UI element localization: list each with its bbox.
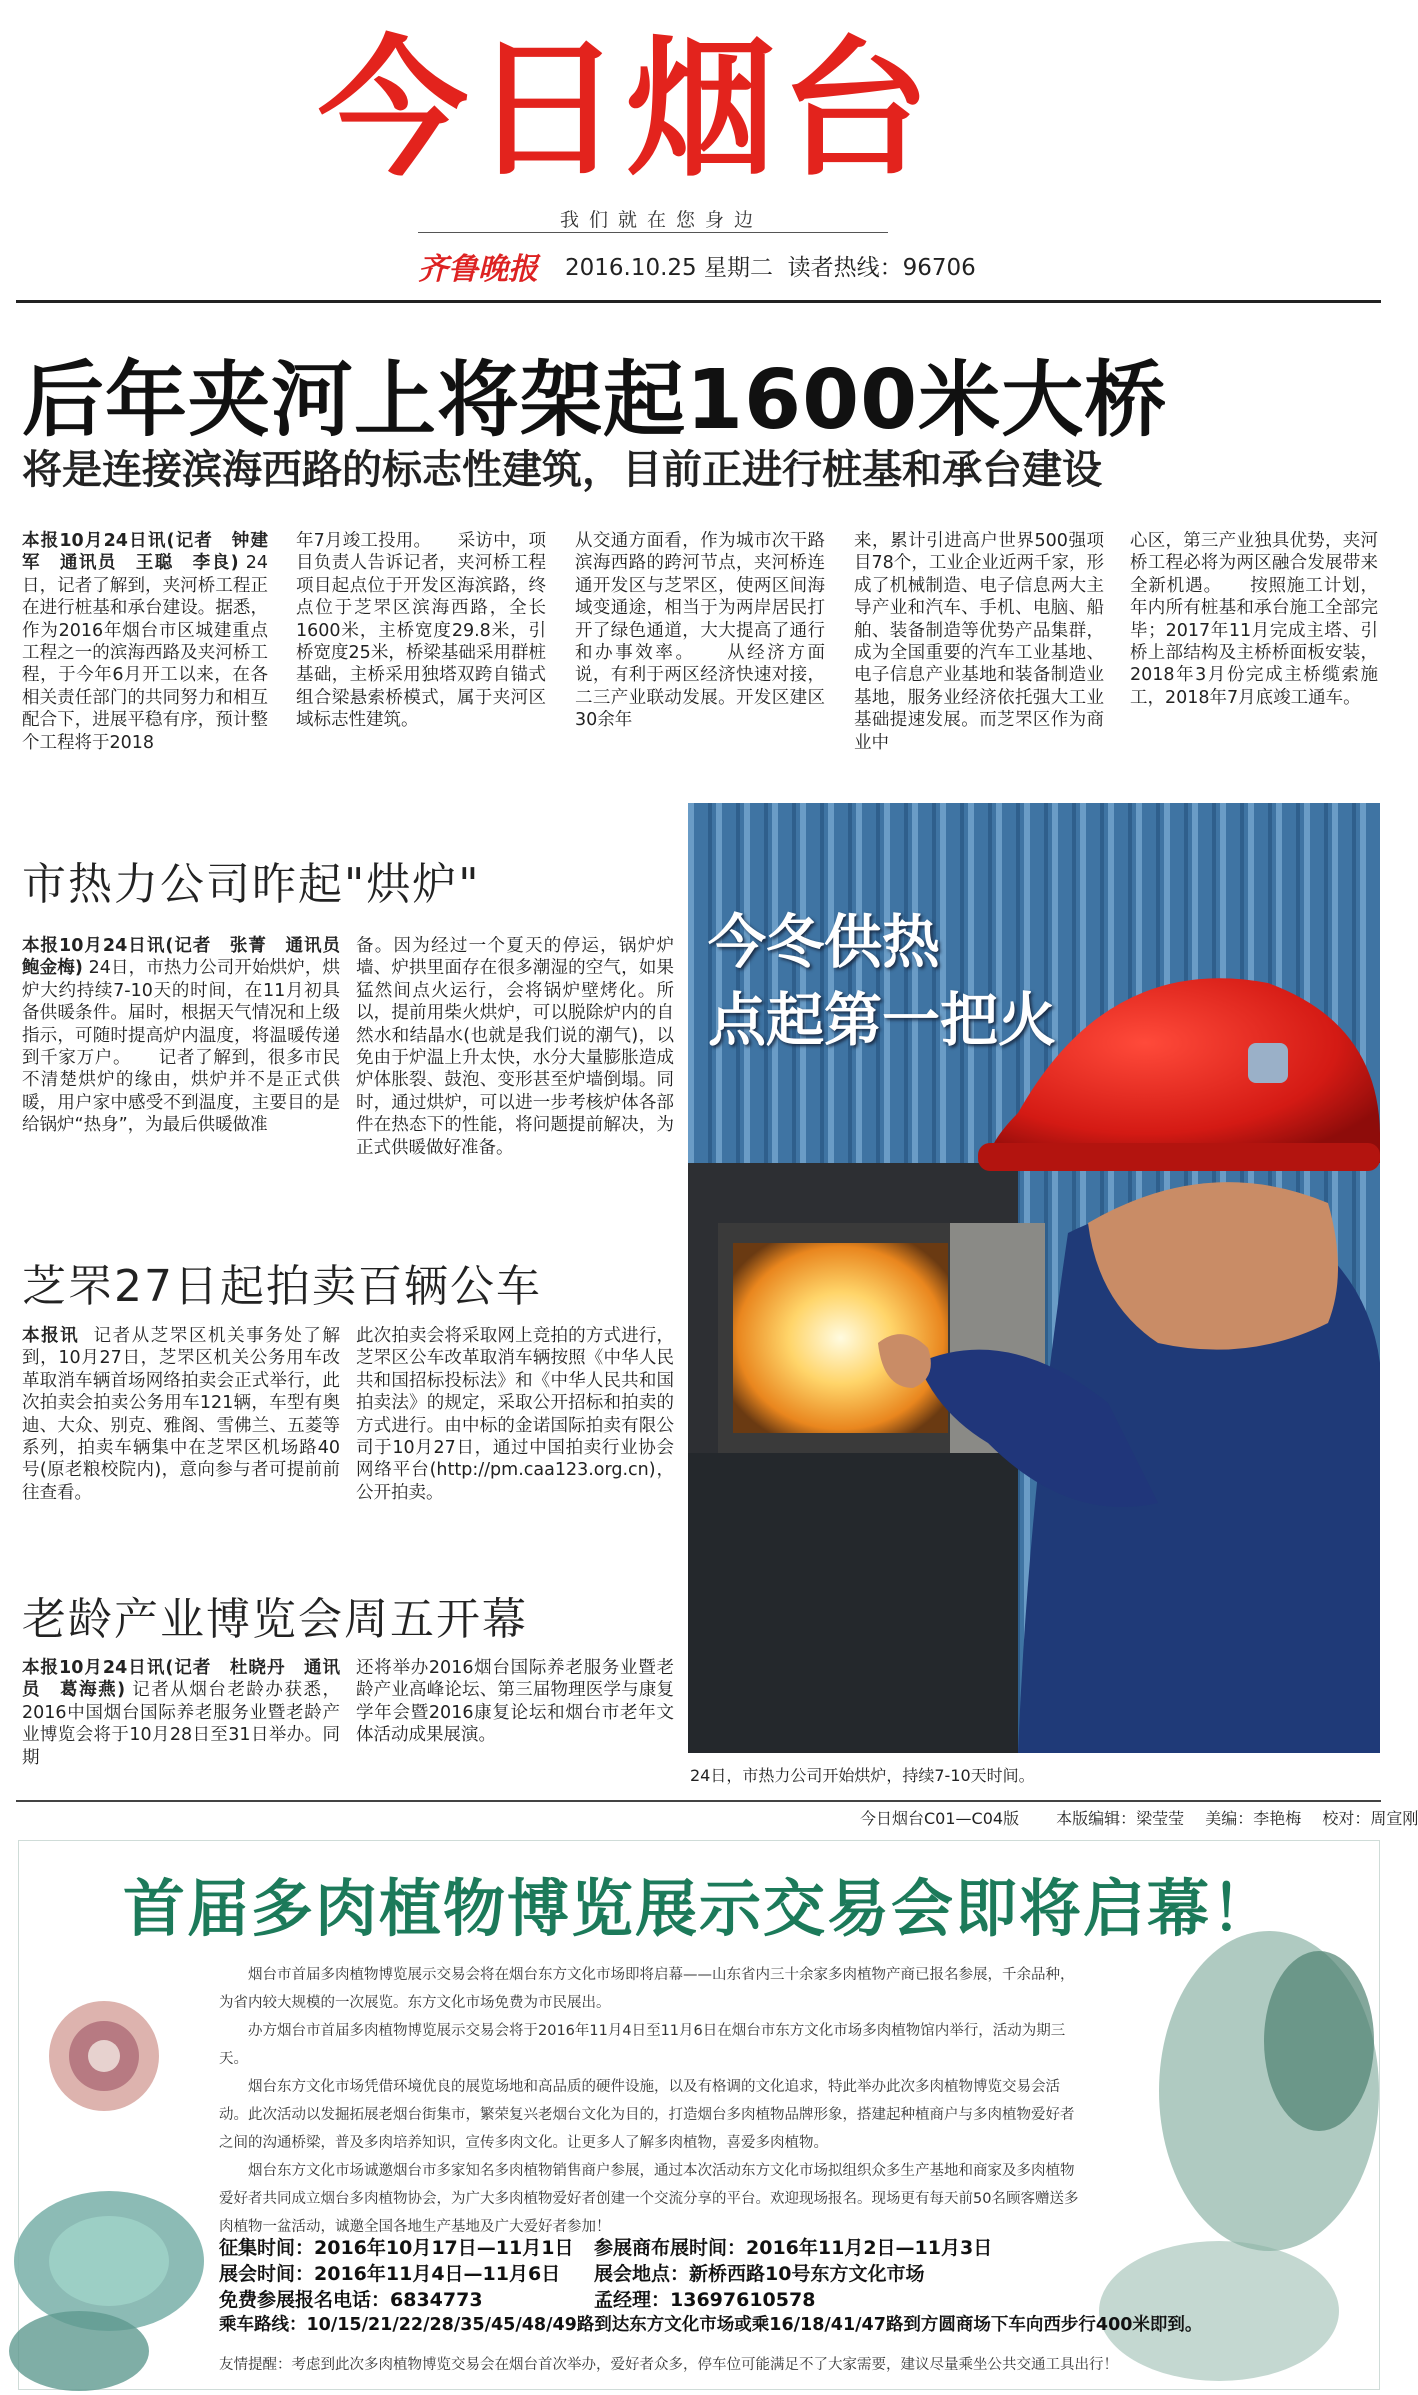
- lead-column-5: [1130, 530, 1378, 709]
- lead-subhead: 将是连接滨海西路的标志性建筑，目前正进行桩基和承台建设: [22, 447, 1102, 493]
- heating-col1-text: 24日，市热力公司开始烘炉，烘炉大约持续7-10天的时间，在11月初具备供暖条件。届时，根据天气情况和上级指示，可随时提高炉内温度，将温暖传递到千家万户。 记者了解到，很多市民不清楚烘炉的缘由，烘炉并不是正式供暖，用户家中感受不到温度，主要目的是给锅炉“热身”，为最后供暖做准: [22, 958, 340, 1136]
- lead-column-1: [22, 530, 268, 754]
- lead-column-2: [296, 530, 546, 732]
- heating-title: 市热力公司昨起"烘炉": [22, 859, 481, 910]
- succulent-expo-ad: [18, 1840, 1380, 2390]
- heating-col2-text: 备。因为经过一个夏天的停运，锅炉炉墙、炉拱里面存在很多潮湿的空气，如果猛然间点火运行，会将锅炉壁烤化。所以，提前用柴火烘炉，可以脱除炉内的自然水和结晶水(也就是我们说的潮气)，以免由于炉温上升太快，水分大量膨胀造成炉体胀裂、鼓泡、变形甚至炉墙倒塌。同时，通过烘炉，可以进一步考核炉体各部件在热态下的性能，将问题提前解决，为正式供暖做好准备。: [356, 936, 674, 1158]
- hotline-label: 读者热线：: [787, 255, 903, 281]
- collect-label: 征集时间：: [219, 2237, 315, 2259]
- auction-col1-text: 记者从芝罘区机关事务处了解到，10月27日，芝罘区机关公务用车改革取消车辆首场网络拍卖会正式举行，此次拍卖会拍卖公务用车121辆，车型有奥迪、大众、别克、雅阁、雪佛兰、五菱等系列，拍卖车辆集中在芝罘区机场路40号(原老粮校院内)，意向参与者可提前前往查看。: [22, 1326, 341, 1503]
- auction-byline: 本报讯: [22, 1326, 80, 1346]
- heating-column-1: [22, 935, 358, 1137]
- ad-bus-route: [219, 2311, 1202, 2336]
- auction-column-1: [22, 1325, 340, 1504]
- lead-col4-text: 来，累计引进高户世界500强项目78个，工业企业近两千家，形成了机械制造、电子信息两大主导产业和汽车、手机、电脑、船舶、装备制造等优势产品集群，成为全国重要的汽车工业基地、电子信息产业基地和装备制造业基地，服务业经济依托强大工业基础提速发展。而芝罘区作为商业中: [854, 531, 1104, 753]
- ad-tip: 友情提醒：考虑到此次多肉植物博览交易会在烟台首次举办，爱好者众多，停车位可能满足不了大家需要，建议尽量乘坐公共交通工具出行！: [219, 2357, 1118, 2373]
- auction-col2-text: 此次拍卖会将采取网上竞拍的方式进行，芝罘区公车改革取消车辆按照《中华人民共和国招标投标法》和《中华人民共和国拍卖法》的规定，采取公开招标和拍卖的方式进行。由中标的金诺国际拍卖有限公司于10月27日，通过中国拍卖行业协会网络平台(http://pm.caa123.org.cn)，公开拍卖。: [356, 1326, 674, 1503]
- masthead-title: 今日烟台: [318, 23, 935, 197]
- ad-manager: [594, 2285, 815, 2312]
- merchant-time: 2016年11月2日—11月3日: [746, 2237, 993, 2259]
- show-time: 2016年11月4日—11月6日: [314, 2263, 561, 2285]
- ad-venue: [594, 2259, 924, 2286]
- merchant-label: 参展商布展时间：: [594, 2237, 747, 2259]
- phone-label: 免费参展报名电话：: [219, 2289, 391, 2311]
- expo-byline: 本报10月24日讯(记者 杜晓丹 通讯员 葛海燕): [22, 1658, 340, 1701]
- lead-col3-text: 从交通方面看，作为城市次干路滨海西路的跨河节点，夹河桥连通开发区与芝罘区，使两区间海域变通途，相当于为两岸居民打开了绿色通道，大大提高了通行和办事效率。 从经济方面说，有利于两区经济快速对接，二三产业联动发展。开发区建区30余年: [575, 531, 825, 731]
- expo-column-2: [356, 1657, 674, 1747]
- auction-column-2: [356, 1325, 674, 1504]
- hotline-number: 96706: [902, 255, 976, 281]
- masthead-rule: [16, 300, 1381, 303]
- issue-date: 2016.10.25: [565, 255, 697, 281]
- lead-col5-text: 心区，第三产业独具优势，夹河桥工程必将为两区融合发展带来全新机遇。 按照施工计划，年内所有桩基和承台施工全部完毕；2017年11月完成主塔、引桥上部结构及主桥桥面板安装，2018年3月份完成主桥缆索施工，2018年7月底竣工通车。: [1130, 531, 1378, 708]
- ad-title: 首届多肉植物博览展示交易会即将启幕！: [122, 1872, 1275, 1945]
- lead-byline: 本报10月24日讯(记者 钟建军 通讯员 王聪 李良): [22, 531, 268, 574]
- bus-route: 10/15/21/22/28/35/45/48/49路到达东方文化市场或乘16/18/41/47路到方圆商场下车向西步行400米即到。: [306, 2315, 1203, 2335]
- ad-para-3: 烟台东方文化市场凭借环境优良的展览场地和高品质的硬件设施，以及有格调的文化追求，特此举办此次多肉植物博览交易会活动。此次活动以发掘拓展老烟台街集市，繁荣复兴老烟台文化为目的，打造烟台多肉植物品牌形象，搭建起种植商户与多肉植物爱好者之间的沟通桥梁，普及多肉培养知识，宣传多肉文化。让更多人了解多肉植物，喜爱多肉植物。: [219, 2079, 1075, 2151]
- footer-rule: [16, 1800, 1381, 1802]
- phone-number: 6834773: [390, 2289, 483, 2311]
- lead-headline: 后年夹河上将架起1600米大桥: [22, 353, 1168, 448]
- lead-column-3: [575, 530, 825, 732]
- manager-label: 孟经理：: [594, 2289, 671, 2311]
- masthead-slogan: 我们就在您身边: [560, 209, 764, 231]
- manager-phone: 13697610578: [670, 2289, 816, 2311]
- publisher-logo: 齐鲁晚报: [418, 252, 538, 287]
- expo-col2-text: 还将举办2016烟台国际养老服务业暨老龄产业高峰论坛、第三届物理医学与康复学年会暨2016康复论坛和烟台市老年文体活动成果展演。: [356, 1658, 674, 1746]
- slogan-rule: [418, 232, 888, 233]
- ad-para-1: 烟台市首届多肉植物博览展示交易会将在烟台东方文化市场即将启幕——山东省内三十余家多肉植物产商已报名参展，千余品种，为省内较大规模的一次展览。东方文化市场免费为市民展出。: [219, 1967, 1075, 2011]
- ad-merchant-time: [594, 2233, 992, 2260]
- expo-col1-text: 记者从烟台老龄办获悉，2016中国烟台国际养老服务业暨老龄产业博览会将于10月28日至31日举办。同期: [22, 1680, 340, 1768]
- footer-editor: 本版编辑：梁莹莹: [1056, 1809, 1185, 1828]
- ad-para-2: 办方烟台市首届多肉植物博览展示交易会将于2016年11月4日至11月6日在烟台市东方文化市场多肉植物馆内举行，活动为期三天。: [219, 2023, 1066, 2067]
- photo-caption: 24日，市热力公司开始烘炉，持续7-10天时间。: [690, 1766, 1035, 1785]
- venue-address: 新桥西路10号东方文化市场: [689, 2263, 925, 2285]
- ad-show-time: [219, 2259, 560, 2286]
- page-footer: [860, 1806, 1418, 1829]
- lead-col1-text: 24日，记者了解到，夹河桥工程正在进行桩基和承台建设。据悉，作为2016年烟台市区城建重点工程之一的滨海西路及夹河桥工程，于今年6月开工以来，在各相关责任部门的共同努力和相互配合下，进展平稳有序，预计整个工程将于2018: [22, 553, 268, 753]
- expo-title: 老龄产业博览会周五开幕: [22, 1594, 528, 1645]
- heating-column-2: [356, 935, 674, 1159]
- footer-proof: 校对：周宣刚: [1322, 1809, 1418, 1828]
- photo-overlay-line2: 点起第一把火: [708, 986, 1057, 1054]
- ad-para-4: 烟台东方文化市场诚邀烟台市多家知名多肉植物销售商户参展，通过本次活动东方文化市场拟组织众多生产基地和商家及多肉植物爱好者共同成立烟台多肉植物协会，为广大多肉植物爱好者创建一个交流分享的平台。欢迎现场报名。现场更有每天前50名顾客赠送多肉植物一盆活动，诚邀全国各地生产基地及广大爱好者参加！: [219, 2163, 1079, 2235]
- photo-overlay: [708, 903, 1056, 1059]
- expo-column-1: [22, 1657, 340, 1769]
- photo-overlay-line1: 今冬供热: [708, 908, 941, 976]
- boiler-photo: [688, 803, 1380, 1753]
- auction-title: 芝罘27日起拍卖百辆公车: [22, 1261, 542, 1312]
- ad-body: [219, 1961, 1079, 2241]
- lead-col2-text: 年7月竣工投用。 采访中，项目负责人告诉记者，夹河桥工程项目起点位于开发区海滨路，终点位于芝罘区滨海西路，全长1600米，主桥宽度29.8米，引桥宽度25米，桥梁基础采用群桩基础，主桥采用独塔双跨自锚式组合梁悬索桥模式，属于夹河区域标志性建筑。: [296, 531, 546, 731]
- ad-phone: [219, 2285, 483, 2312]
- dateline: [565, 249, 976, 282]
- footer-section: 今日烟台C01—C04版: [860, 1809, 1020, 1828]
- footer-art: 美编：李艳梅: [1205, 1809, 1302, 1828]
- bus-label: 乘车路线：: [219, 2315, 307, 2335]
- show-label: 展会时间：: [219, 2263, 315, 2285]
- heating-byline: 本报10月24日讯(记者 张菁 通讯员 鲍金梅): [22, 936, 358, 979]
- venue-label: 展会地点：: [594, 2263, 690, 2285]
- collect-time: 2016年10月17日—11月1日: [314, 2237, 574, 2259]
- lead-column-4: [854, 530, 1104, 754]
- issue-weekday: 星期二: [704, 255, 774, 281]
- ad-collect-time: [219, 2233, 573, 2260]
- succulent-left-icon: [9, 2001, 204, 2391]
